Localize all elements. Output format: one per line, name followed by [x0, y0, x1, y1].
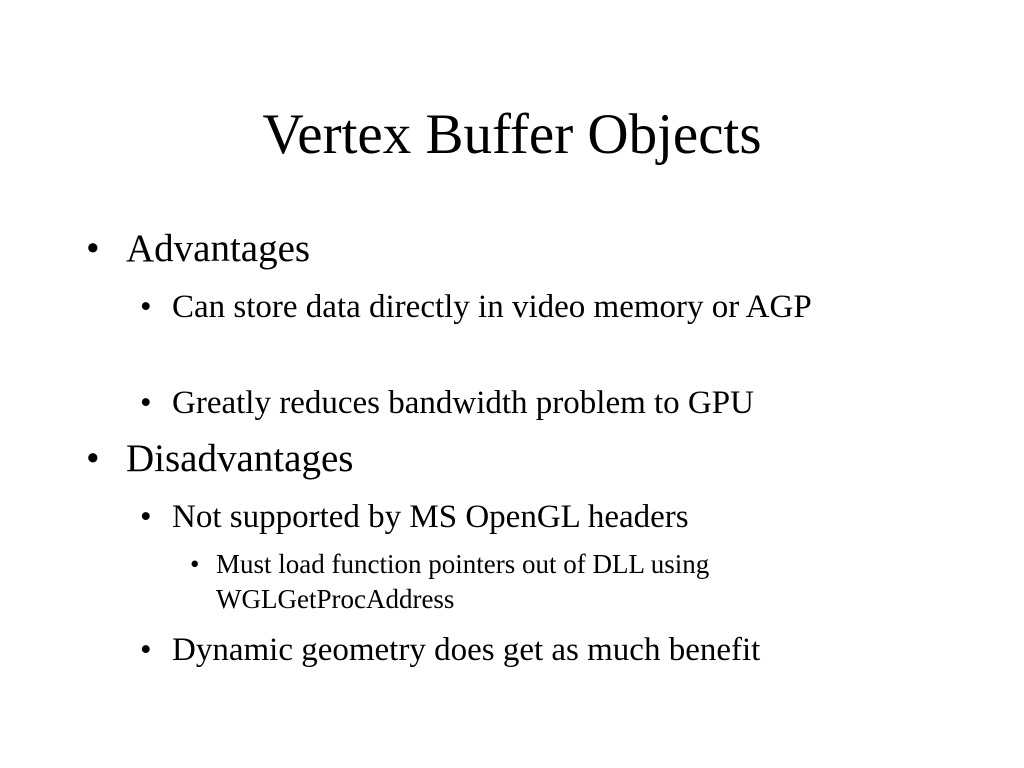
bullet-text: Dynamic geometry does get as much benefit — [172, 632, 761, 668]
bullet-dot-icon: • — [86, 227, 100, 270]
bullet-dot-icon: • — [140, 499, 152, 535]
bullet-dynamic-geometry — [140, 629, 882, 671]
bullet-disadvantages — [86, 437, 966, 481]
bullet-text: Greatly reduces bandwidth problem to GPU — [172, 385, 754, 421]
bullet-advantages — [86, 227, 966, 271]
bullet-dot-icon: • — [190, 549, 200, 579]
bullet-text: Can store data directly in video memory or AGP — [172, 289, 812, 325]
bullet-dot-icon: • — [140, 632, 152, 668]
bullet-video-memory — [140, 286, 882, 328]
bullet-dot-icon: • — [140, 385, 152, 421]
bullet-function-pointers — [190, 547, 856, 617]
bullet-text: Disadvantages — [126, 437, 354, 480]
bullet-dot-icon: • — [86, 437, 100, 480]
bullet-text: Must load function pointers out of DLL using WGLGetProcAddress — [216, 549, 710, 614]
bullet-text: Not supported by MS OpenGL headers — [172, 499, 689, 535]
bullet-opengl-headers — [140, 496, 882, 538]
bullet-dot-icon: • — [140, 289, 152, 325]
bullet-bandwidth — [140, 382, 882, 424]
slide-title: Vertex Buffer Objects — [262, 103, 762, 166]
bullet-text: Advantages — [126, 227, 311, 270]
